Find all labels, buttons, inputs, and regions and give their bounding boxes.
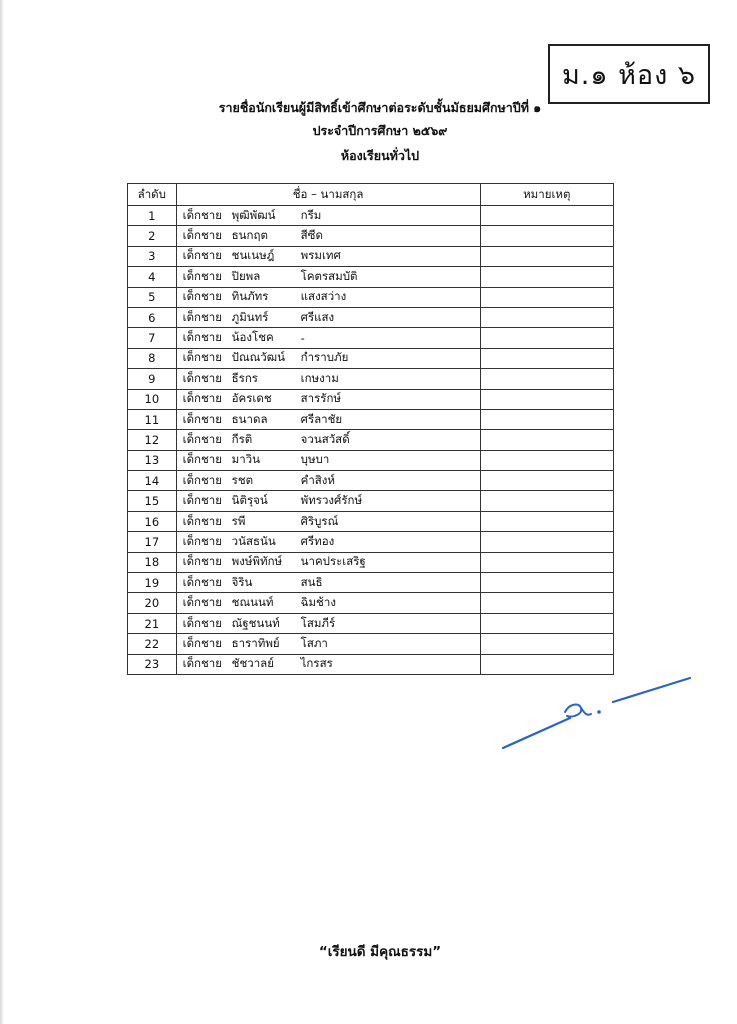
last-name: พรมเทศ (300, 248, 341, 263)
last-name: โสมภีร์ (300, 615, 336, 630)
first-name: ปิยพล (231, 268, 261, 283)
last-name: จวนสวัสดิ์ (300, 431, 350, 446)
last-name: โสภา (300, 635, 328, 650)
name-prefix: เด็กชาย (182, 554, 223, 569)
row-number: 9 (128, 369, 177, 389)
first-name: วนัสธนัน (231, 533, 276, 548)
signature-stroke-long (503, 718, 570, 748)
first-name: ธนาดล (231, 411, 268, 426)
table-row (128, 267, 614, 287)
name-prefix: เด็กชาย (182, 431, 223, 446)
row-number: 20 (128, 593, 177, 613)
note-cell (480, 573, 613, 593)
table-row (128, 206, 614, 226)
note-cell (480, 226, 613, 246)
roster-body (128, 206, 614, 675)
first-name: มาวิน (231, 452, 260, 467)
student-name-cell (176, 471, 480, 491)
last-name: ศรีทอง (300, 533, 335, 548)
student-name-cell (176, 491, 480, 511)
last-name: - (300, 331, 305, 346)
first-name: ภูมินทร์ (231, 309, 269, 324)
row-number: 6 (128, 307, 177, 327)
name-prefix: เด็กชาย (182, 472, 223, 487)
name-prefix: เด็กชาย (182, 615, 223, 630)
column-header-note: หมายเหตุ (480, 184, 613, 206)
first-name: อัครเดช (231, 391, 272, 406)
last-name: แสงสว่าง (300, 289, 347, 304)
row-number: 2 (128, 226, 177, 246)
student-name-cell (176, 348, 480, 368)
first-name: ชัชวาลย์ (231, 656, 274, 671)
last-name: พัทรวงศ์รักษ์ (300, 493, 363, 508)
student-name-cell (176, 307, 480, 327)
name-prefix: เด็กชาย (182, 391, 223, 406)
first-name: ปัณณวัฒน์ (231, 350, 285, 365)
row-number: 4 (128, 267, 177, 287)
room-label: ม.๑ ห้อง ๖ (561, 59, 697, 91)
name-prefix: เด็กชาย (182, 513, 223, 528)
note-cell (480, 552, 613, 572)
note-cell (480, 450, 613, 470)
student-name-cell (176, 246, 480, 266)
table-row (128, 471, 614, 491)
page-edge (0, 0, 4, 1024)
table-row (128, 389, 614, 409)
note-cell (480, 613, 613, 633)
first-name: ณัฐชนนท์ (231, 615, 280, 630)
row-number: 13 (128, 450, 177, 470)
note-cell (480, 267, 613, 287)
last-name: คำสิงห์ (300, 472, 336, 487)
note-cell (480, 328, 613, 348)
row-number: 14 (128, 471, 177, 491)
table-row (128, 287, 614, 307)
first-name: ชณนนท์ (231, 595, 274, 610)
name-prefix: เด็กชาย (182, 248, 223, 263)
table-row (128, 409, 614, 429)
row-number: 1 (128, 206, 177, 226)
signature-stroke-tail (613, 678, 690, 702)
first-name: ธาราทิพย์ (231, 635, 280, 650)
name-prefix: เด็กชาย (182, 289, 223, 304)
student-name-cell (176, 430, 480, 450)
table-row (128, 491, 614, 511)
student-name-cell (176, 634, 480, 654)
student-name-cell (176, 511, 480, 531)
student-name-cell (176, 409, 480, 429)
note-cell (480, 246, 613, 266)
student-name-cell (176, 369, 480, 389)
last-name: ศรีลาชัย (300, 411, 343, 426)
last-name: สารรักษ์ (300, 391, 342, 406)
name-prefix: เด็กชาย (182, 309, 223, 324)
name-prefix: เด็กชาย (182, 228, 223, 243)
student-name-cell (176, 389, 480, 409)
first-name: ทินภัทร (231, 289, 269, 304)
note-cell (480, 369, 613, 389)
table-row (128, 226, 614, 246)
last-name: ศิริบูรณ์ (300, 513, 339, 528)
table-row (128, 246, 614, 266)
table-row (128, 613, 614, 633)
row-number: 12 (128, 430, 177, 450)
row-number: 15 (128, 491, 177, 511)
row-number: 7 (128, 328, 177, 348)
student-name-cell (176, 267, 480, 287)
row-number: 8 (128, 348, 177, 368)
row-number: 22 (128, 634, 177, 654)
document-title: รายชื่อนักเรียนผู้มีสิทธิ์เข้าศึกษาต่อระดับชั้นมัธยมศึกษาปีที่ ๑ (218, 100, 542, 115)
last-name: กำราบภัย (300, 350, 349, 365)
last-name: บุษบา (300, 452, 330, 467)
student-name-cell (176, 328, 480, 348)
room-label-box (548, 44, 710, 104)
first-name: จิริน (231, 574, 253, 589)
table-header-row (128, 184, 614, 206)
academic-year: ประจำปีการศึกษา ๒๕๖๙ (312, 123, 448, 138)
name-prefix: เด็กชาย (182, 207, 223, 222)
row-number: 21 (128, 613, 177, 633)
student-roster-table (127, 183, 614, 675)
last-name: ฉิมช้าง (300, 595, 336, 610)
first-name: พงษ์พิทักษ์ (231, 554, 283, 569)
row-number: 18 (128, 552, 177, 572)
row-number: 5 (128, 287, 177, 307)
student-name-cell (176, 450, 480, 470)
first-name: รชต (231, 472, 254, 487)
note-cell (480, 287, 613, 307)
last-name: ศรีแสง (300, 309, 335, 324)
name-prefix: เด็กชาย (182, 533, 223, 548)
note-cell (480, 593, 613, 613)
first-name: กีรติ (231, 431, 253, 446)
last-name: กรีม (300, 207, 322, 222)
last-name: เกษงาม (300, 370, 339, 385)
first-name: รพี (231, 513, 246, 528)
row-number: 10 (128, 389, 177, 409)
name-prefix: เด็กชาย (182, 493, 223, 508)
name-prefix: เด็กชาย (182, 452, 223, 467)
table-row (128, 511, 614, 531)
name-prefix: เด็กชาย (182, 370, 223, 385)
note-cell (480, 491, 613, 511)
table-row (128, 307, 614, 327)
signature-stroke-initial (565, 705, 591, 717)
student-name-cell (176, 532, 480, 552)
name-prefix: เด็กชาย (182, 411, 223, 426)
note-cell (480, 307, 613, 327)
signature (495, 668, 695, 753)
table-row (128, 532, 614, 552)
first-name: ธีรกร (231, 370, 258, 385)
name-prefix: เด็กชาย (182, 330, 223, 345)
student-name-cell (176, 206, 480, 226)
row-number: 16 (128, 511, 177, 531)
student-name-cell (176, 226, 480, 246)
note-cell (480, 206, 613, 226)
student-name-cell (176, 552, 480, 572)
table-row (128, 450, 614, 470)
student-name-cell (176, 573, 480, 593)
first-name: นิติรุจน์ (231, 493, 268, 508)
table-row (128, 593, 614, 613)
note-cell (480, 389, 613, 409)
note-cell (480, 409, 613, 429)
row-number: 23 (128, 654, 177, 674)
last-name: นาคประเสริฐ (300, 554, 366, 569)
table-row (128, 348, 614, 368)
school-motto: “เรียนดี มีคุณธรรม” (318, 944, 442, 960)
student-name-cell (176, 593, 480, 613)
column-header-name: ชื่อ – นามสกุล (176, 184, 480, 206)
note-cell (480, 532, 613, 552)
name-prefix: เด็กชาย (182, 268, 223, 283)
last-name: โคตรสมบัติ (300, 268, 358, 283)
column-header-no: ลำดับ (128, 184, 177, 206)
first-name: ธนกฤต (231, 228, 268, 243)
note-cell (480, 471, 613, 491)
table-row (128, 430, 614, 450)
signature-dot (597, 710, 601, 714)
row-number: 3 (128, 246, 177, 266)
classroom-type: ห้องเรียนทั่วไป (340, 148, 420, 163)
last-name: สนธิ (300, 574, 323, 589)
name-prefix: เด็กชาย (182, 350, 223, 365)
table-row (128, 369, 614, 389)
note-cell (480, 348, 613, 368)
first-name: ชนเนษฎ์ (231, 248, 275, 263)
student-name-cell (176, 613, 480, 633)
last-name: สีซีด (300, 228, 323, 243)
table-row (128, 634, 614, 654)
table-row (128, 552, 614, 572)
first-name: พุฒิพัฒน์ (231, 207, 276, 222)
note-cell (480, 511, 613, 531)
row-number: 19 (128, 573, 177, 593)
student-name-cell (176, 654, 480, 674)
name-prefix: เด็กชาย (182, 656, 223, 671)
name-prefix: เด็กชาย (182, 635, 223, 650)
name-prefix: เด็กชาย (182, 595, 223, 610)
student-name-cell (176, 287, 480, 307)
note-cell (480, 634, 613, 654)
first-name: น้องโชค (231, 330, 274, 345)
name-prefix: เด็กชาย (182, 574, 223, 589)
last-name: ไกรสร (300, 656, 333, 671)
table-row (128, 573, 614, 593)
row-number: 17 (128, 532, 177, 552)
note-cell (480, 430, 613, 450)
table-row (128, 328, 614, 348)
row-number: 11 (128, 409, 177, 429)
